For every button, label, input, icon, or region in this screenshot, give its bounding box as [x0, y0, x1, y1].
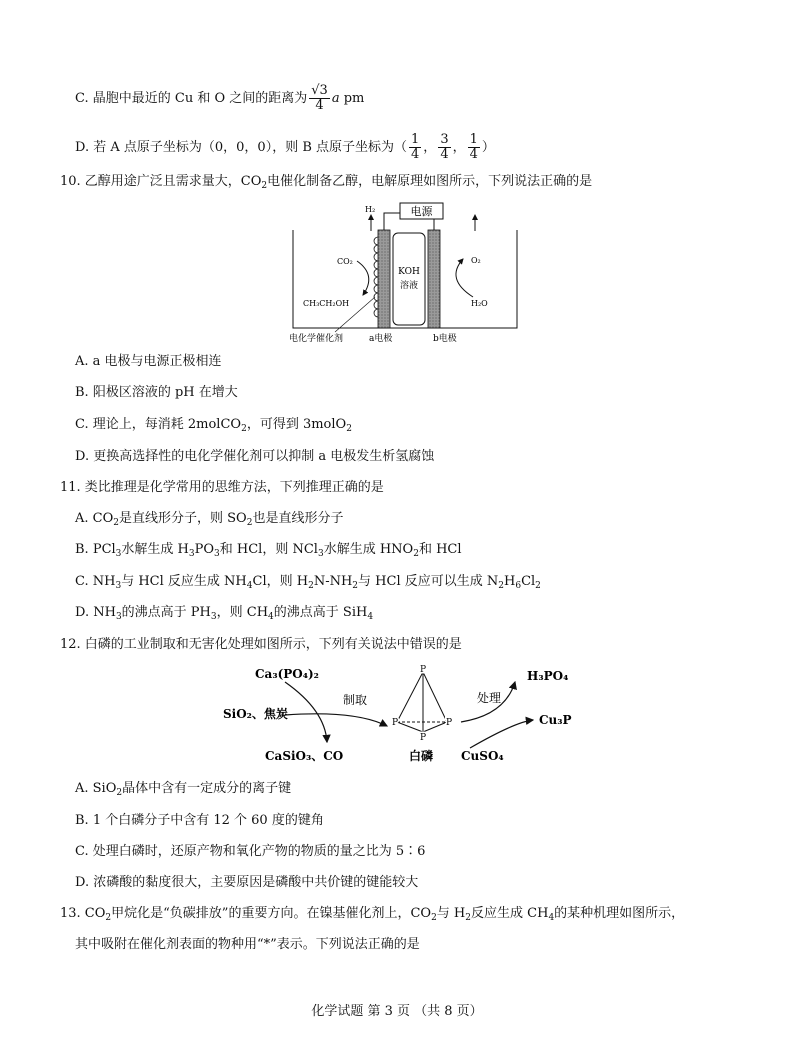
q12-stem: 12. 白磷的工业制取和无害化处理如图所示，下列有关说法中错误的是	[60, 637, 462, 652]
power-label: 电源	[410, 205, 433, 218]
q10-option-d: D. 更换高选择性的电化学催化剂可以抑制 a 电极发生析氢腐蚀	[75, 449, 435, 464]
catalyst-label: 电化学催化剂	[289, 334, 344, 344]
q9-c-text: C. 晶胞中最近的 Cu 和 O 之间的距离为	[75, 91, 308, 106]
q12-option-a: A. SiO$_2$晶体中含有一定成分的离子键	[75, 781, 292, 798]
catalyst-layer	[374, 237, 378, 317]
b-electrode	[428, 230, 440, 328]
q10-option-a: A. a 电极与电源正极相连	[75, 354, 222, 369]
q10-stem: 10. 乙醇用途广泛且需求量大，$CO_2$电催化制备乙醇，电解原理如图所示，下列说法正确的是	[60, 174, 593, 191]
cuso4-label: CuSO₄	[461, 749, 504, 763]
a-electrode-label: a电极	[369, 334, 393, 344]
zhiqu-label: 制取	[343, 693, 368, 707]
fraction: $\frac{√3}{4}$	[311, 83, 328, 113]
q12-white-phosphorus-diagram	[215, 660, 595, 770]
fraction: $\frac{3}{4}$	[440, 132, 449, 162]
q11-option-a: A. $CO_2$是直线形分子，则 $SO_2$也是直线形分子	[75, 511, 344, 528]
baolin-label: 白磷	[409, 749, 434, 763]
ca3po4-label: Ca₃(PO₄)₂	[255, 667, 319, 681]
koh-label: KOH	[398, 267, 420, 277]
b-electrode-label: b电极	[433, 334, 457, 344]
p-atom-left: P	[391, 718, 399, 728]
q12-option-c: C. 处理白磷时，还原产物和氧化产物的物质的量之比为 5∶6	[75, 844, 426, 859]
q11-option-b: B. PCl$_3$水解生成 $H_3PO_3$和 HCl，则 NCl$_3$水解生成 $HNO_2$和 HCl	[75, 542, 462, 559]
casio3-co-label: CaSiO₃、CO	[265, 749, 344, 763]
q11-option-c: C. $NH_3$与 HCl 反应生成 $NH_4Cl$，则 $H_2N-NH_2$与 HCl 反应可以生成 $N_2H_6Cl_2$	[75, 574, 541, 591]
cu3p-label: Cu₃P	[539, 713, 572, 727]
sio2-coke-label: SiO₂、焦炭	[223, 707, 288, 721]
page-footer: 化学试题 第 3 页 （共 8 页）	[311, 1004, 483, 1019]
fraction: $\frac{1}{4}$	[469, 132, 478, 162]
p4-molecule	[392, 665, 452, 743]
co2-label: CO₂	[337, 257, 353, 266]
q12-option-d: D. 浓磷酸的黏度很大，主要原因是磷酸中共价键的键能较大	[75, 875, 419, 890]
h2o-label: H₂O	[471, 299, 488, 308]
q11-option-d: D. $NH_3$的沸点高于 $PH_3$，则 $CH_4$的沸点高于 SiH$_4$	[75, 605, 374, 622]
q10-option-c: C. 理论上，每消耗 2molCO$_2$，可得到 3molO$_2$	[75, 417, 352, 434]
o2-label: O₂	[471, 256, 481, 265]
q12-option-b: B. 1 个白磷分子中含有 12 个 60 度的键角	[75, 813, 324, 828]
q9-option-c: C. 晶胞中最近的 Cu 和 O 之间的距离为 $\frac{√3}{4}$ a pm	[75, 83, 365, 113]
a-electrode	[378, 230, 390, 328]
solution-label: 溶液	[399, 281, 419, 291]
q10-option-b: B. 阳极区溶液的 pH 在增大	[75, 385, 238, 400]
chuli-label: 处理	[477, 691, 502, 705]
h3po4-label: H₃PO₄	[527, 669, 569, 683]
q10-electrolysis-diagram	[285, 197, 525, 345]
p-atom-right: P	[445, 718, 453, 728]
h2-label: H₂	[365, 205, 376, 214]
q11-stem: 11. 类比推理是化学常用的思维方法，下列推理正确的是	[60, 480, 384, 495]
p-atom-bottom: P	[419, 733, 427, 743]
ethanol-label: CH₃CH₂OH	[303, 299, 350, 308]
q9-option-d: D. 若 A 点原子坐标为（0，0，0），则 B 点原子坐标为（ $\frac{1}{4}$ ， $\frac{3}{4}$ ， $\frac{1}{4}$ ）	[75, 132, 495, 162]
fraction: $\frac{1}{4}$	[411, 132, 420, 162]
q13-stem-line2: 其中吸附在催化剂表面的物种用“*”表示。下列说法正确的是	[75, 937, 420, 952]
p-atom-top: P	[419, 665, 427, 675]
q13-stem-line1: 13. $CO_2$甲烷化是“负碳排放”的重要方向。在镍基催化剂上，$CO_2$与 $H_2$反应生成 $CH_4$的某种机理如图所示，	[60, 906, 685, 923]
reduction-arrow	[357, 261, 369, 295]
